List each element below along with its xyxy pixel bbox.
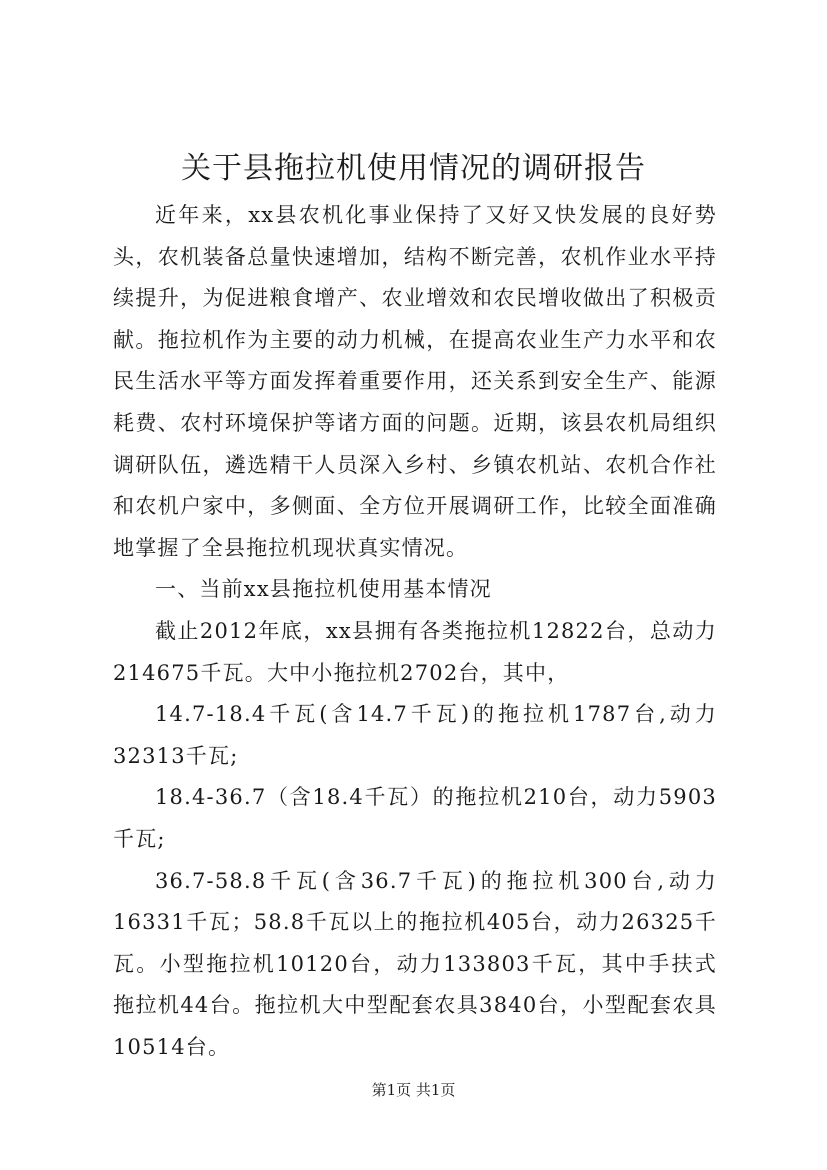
paragraph-range-1: 14.7-18.4千瓦(含14.7千瓦)的拖拉机1787台,动力32313千瓦; bbox=[113, 702, 717, 768]
paragraph-range-3: 36.7-58.8千瓦(含36.7千瓦)的拖拉机300台,动力16331千瓦；58.8千瓦以上的拖拉机405台，动力26325千瓦。小型拖拉机10120台，动力133803千瓦，其中手扶式拖拉机44台。拖拉机大中型配套农具3840台，小型配套农具10514台。 bbox=[113, 868, 717, 1059]
paragraph-stats: 截止2012年底，xx县拥有各类拖拉机12822台，总动力214675千瓦。大中小拖拉机2702台，其中， bbox=[113, 618, 717, 685]
page-footer: 第1页 共1页 bbox=[371, 1081, 456, 1099]
section-heading: 一、当前xx县拖拉机使用基本情况 bbox=[155, 577, 492, 602]
document-body bbox=[113, 195, 717, 1068]
paragraph-intro: 近年来，xx县农机化事业保持了又好又快发展的良好势头，农机装备总量快速增加，结构不断完善，农机作业水平持续提升，为促进粮食增产、农业增效和农民增收做出了积极贡献。拖拉机作为主要的动力机械，在提高农业生产力水平和农民生活水平等方面发挥着重要作用，还关系到安全生产、能源耗费、农村环境保护等诸方面的问题。近期，该县农机局组织调研队伍，遴选精干人员深入乡村、乡镇农机站、农机合作社和农机户家中，多侧面、全方位开展调研工作，比较全面准确地掌握了全县拖拉机现状真实情况。 bbox=[113, 203, 717, 560]
paragraph-range-2: 18.4-36.7（含18.4千瓦）的拖拉机210台，动力5903千瓦; bbox=[113, 785, 717, 851]
document-title: 关于县拖拉机使用情况的调研报告 bbox=[181, 151, 646, 186]
